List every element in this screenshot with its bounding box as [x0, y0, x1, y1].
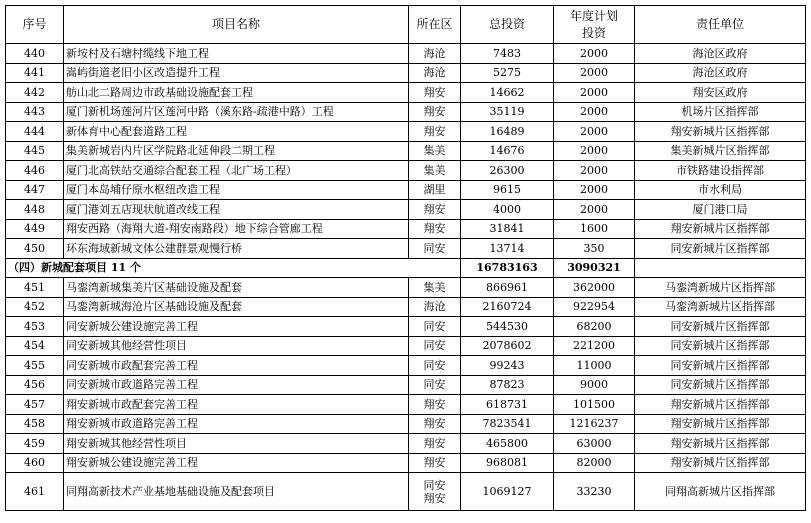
- cell-district: 同安: [409, 317, 461, 337]
- cell-district: 翔安: [409, 395, 461, 415]
- cell-unit: 翔安区政府: [635, 83, 806, 103]
- cell-annual: 82000: [554, 453, 635, 473]
- cell-district: 海沧: [409, 44, 461, 64]
- cell-district: 同安: [409, 356, 461, 376]
- table-row: [6, 395, 806, 415]
- cell-unit: 海沧区政府: [635, 44, 806, 64]
- cell-total: 26300: [461, 161, 554, 181]
- cell-annual: 2000: [554, 44, 635, 64]
- cell-district: 翔安: [409, 219, 461, 239]
- cell-seq: 455: [6, 356, 64, 376]
- cell-district: 翔安: [409, 122, 461, 142]
- cell-district: 海沧: [409, 63, 461, 83]
- cell-unit: 海沧区政府: [635, 63, 806, 83]
- cell-name: 环东海域新城文体公建群景观慢行桥: [64, 239, 409, 259]
- cell-total: 16489: [461, 122, 554, 142]
- cell-total: 4000: [461, 200, 554, 220]
- cell-name: 厦门北高铁站交通综合配套工程（北广场工程）: [64, 161, 409, 181]
- cell-total: 87823: [461, 375, 554, 395]
- table-row: [6, 44, 806, 64]
- cell-annual: 2000: [554, 102, 635, 122]
- cell-seq: 445: [6, 141, 64, 161]
- section-label: （四）新城配套项目 11 个: [6, 258, 461, 278]
- cell-unit: 翔安新城片区指挥部: [635, 395, 806, 415]
- table-row: [6, 161, 806, 181]
- cell-unit: 同安新城片区指挥部: [635, 317, 806, 337]
- cell-name: 翔安新城公建设施完善工程: [64, 453, 409, 473]
- cell-total: 35119: [461, 102, 554, 122]
- cell-annual: 1600: [554, 219, 635, 239]
- cell-district: 翔安: [409, 83, 461, 103]
- cell-name: 马銮湾新城海沧片区基础设施及配套: [64, 297, 409, 317]
- cell-seq: 447: [6, 180, 64, 200]
- section-group: [6, 258, 806, 278]
- cell-district: 集美: [409, 141, 461, 161]
- cell-annual: 68200: [554, 317, 635, 337]
- header-annual: [554, 6, 635, 44]
- cell-district: 翔安: [409, 200, 461, 220]
- cell-seq: 461: [6, 473, 64, 511]
- cell-unit: 翔安新城片区指挥部: [635, 414, 806, 434]
- cell-total: 31841: [461, 219, 554, 239]
- cell-unit: 集美新城片区指挥部: [635, 141, 806, 161]
- cell-unit: 同安新城片区指挥部: [635, 375, 806, 395]
- cell-name: 厦门港刘五店现状航道改线工程: [64, 200, 409, 220]
- cell-name: 集美新城岩内片区学院路北延伸段二期工程: [64, 141, 409, 161]
- cell-annual: 33230: [554, 473, 635, 511]
- table-row: [6, 375, 806, 395]
- cell-unit: 市水利局: [635, 180, 806, 200]
- cell-name: 舫山北二路周边市政基础设施配套工程: [64, 83, 409, 103]
- cell-district: 集美: [409, 278, 461, 298]
- cell-unit: 马銮湾新城片区指挥部: [635, 297, 806, 317]
- cell-total: 99243: [461, 356, 554, 376]
- cell-unit: 市铁路建设指挥部: [635, 161, 806, 181]
- section-annual: 3090321: [554, 258, 635, 278]
- cell-seq: 460: [6, 453, 64, 473]
- table-row: [6, 141, 806, 161]
- table-row: [6, 336, 806, 356]
- cell-seq: 444: [6, 122, 64, 142]
- cell-unit: 同安新城片区指挥部: [635, 356, 806, 376]
- cell-district: 翔安: [409, 434, 461, 454]
- cell-seq: 449: [6, 219, 64, 239]
- table-row: [6, 180, 806, 200]
- header-total: 总投资: [461, 6, 554, 44]
- table-row: [6, 102, 806, 122]
- cell-total: 1069127: [461, 473, 554, 511]
- cell-district: 海沧: [409, 297, 461, 317]
- cell-total: 14662: [461, 83, 554, 103]
- cell-total: 968081: [461, 453, 554, 473]
- section-unit: [635, 258, 806, 278]
- last-group: [6, 473, 806, 511]
- cell-annual: 922954: [554, 297, 635, 317]
- table-row: [6, 453, 806, 473]
- cell-seq: 442: [6, 83, 64, 103]
- cell-unit: 同翔高新城片区指挥部: [635, 473, 806, 511]
- project-table: [5, 5, 806, 511]
- table-row: [6, 200, 806, 220]
- cell-total: 13714: [461, 239, 554, 259]
- table-row: [6, 122, 806, 142]
- table-row: [6, 219, 806, 239]
- table-row: [6, 297, 806, 317]
- cell-total: 5275: [461, 63, 554, 83]
- cell-annual: 362000: [554, 278, 635, 298]
- table-row: [6, 239, 806, 259]
- cell-name: 嵩屿街道老旧小区改造提升工程: [64, 63, 409, 83]
- cell-seq: 454: [6, 336, 64, 356]
- cell-name: 同安新城市政配套完善工程: [64, 356, 409, 376]
- cell-seq: 459: [6, 434, 64, 454]
- cell-district: 同安: [409, 375, 461, 395]
- cell-annual: 2000: [554, 63, 635, 83]
- cell-unit: 翔安新城片区指挥部: [635, 453, 806, 473]
- cell-name: 翔安新城其他经营性项目: [64, 434, 409, 454]
- cell-district: 集美: [409, 161, 461, 181]
- cell-annual: 2000: [554, 83, 635, 103]
- cell-annual: 1216237: [554, 414, 635, 434]
- cell-annual: 63000: [554, 434, 635, 454]
- cell-annual: 2000: [554, 122, 635, 142]
- table-row: [6, 63, 806, 83]
- cell-total: 866961: [461, 278, 554, 298]
- cell-total: 544530: [461, 317, 554, 337]
- cell-district: 湖里: [409, 180, 461, 200]
- cell-name: 同安新城其他经营性项目: [64, 336, 409, 356]
- cell-unit: 同安新城片区指挥部: [635, 239, 806, 259]
- cell-annual: 2000: [554, 180, 635, 200]
- cell-district-line2: 翔安: [423, 491, 446, 505]
- cell-seq: 443: [6, 102, 64, 122]
- cell-annual: 101500: [554, 395, 635, 415]
- cell-seq: 458: [6, 414, 64, 434]
- cell-annual: 2000: [554, 200, 635, 220]
- table-row: [6, 473, 806, 511]
- cell-annual: 221200: [554, 336, 635, 356]
- cell-total: 14676: [461, 141, 554, 161]
- cell-unit: 翔安新城片区指挥部: [635, 219, 806, 239]
- cell-seq: 457: [6, 395, 64, 415]
- header-name: 项目名称: [64, 6, 409, 44]
- cell-seq: 446: [6, 161, 64, 181]
- cell-name: 同安新城市政道路完善工程: [64, 375, 409, 395]
- cell-name: 马銮湾新城集美片区基础设施及配套: [64, 278, 409, 298]
- cell-total: 7823541: [461, 414, 554, 434]
- cell-district: 同安: [409, 336, 461, 356]
- cell-seq: 452: [6, 297, 64, 317]
- header-row: [6, 6, 806, 44]
- cell-name: 新体育中心配套道路工程: [64, 122, 409, 142]
- cell-name: 厦门新机场莲河片区莲河中路（溪东路-疏港中路）工程: [64, 102, 409, 122]
- table-row: [6, 317, 806, 337]
- cell-district: 翔安: [409, 453, 461, 473]
- cell-name: 厦门本岛埔仔原水枢纽改造工程: [64, 180, 409, 200]
- cell-total: 465800: [461, 434, 554, 454]
- cell-annual: 2000: [554, 161, 635, 181]
- cell-total: 2160724: [461, 297, 554, 317]
- cell-name: 翔安新城市政道路完善工程: [64, 414, 409, 434]
- cell-total: 9615: [461, 180, 554, 200]
- cell-district: 翔安: [409, 414, 461, 434]
- cell-unit: 同安新城片区指挥部: [635, 336, 806, 356]
- cell-seq: 448: [6, 200, 64, 220]
- cell-district: [409, 473, 461, 511]
- cell-total: 7483: [461, 44, 554, 64]
- cell-seq: 450: [6, 239, 64, 259]
- cell-seq: 440: [6, 44, 64, 64]
- table-row: [6, 414, 806, 434]
- header-annual-line2: 投资: [581, 25, 606, 40]
- header-unit: 责任单位: [635, 6, 806, 44]
- table-row: [6, 83, 806, 103]
- cell-name: 新垵村及石塘村缆线下地工程: [64, 44, 409, 64]
- cell-unit: 机场片区指挥部: [635, 102, 806, 122]
- header-seq: 序号: [6, 6, 64, 44]
- cell-name: 同翔高新技术产业基地基础设施及配套项目: [64, 473, 409, 511]
- cell-annual: 2000: [554, 141, 635, 161]
- cell-name: 翔安新城市政配套完善工程: [64, 395, 409, 415]
- cell-seq: 441: [6, 63, 64, 83]
- cell-name: 翔安西路（海翔大道-翔安南路段）地下综合管廊工程: [64, 219, 409, 239]
- header-district: 所在区: [409, 6, 461, 44]
- table-row: [6, 356, 806, 376]
- cell-name: 同安新城公建设施完善工程: [64, 317, 409, 337]
- cell-district: 翔安: [409, 102, 461, 122]
- cell-seq: 456: [6, 375, 64, 395]
- table-row: [6, 434, 806, 454]
- section-total: 16783163: [461, 258, 554, 278]
- cell-unit: 翔安新城片区指挥部: [635, 122, 806, 142]
- cell-annual: 11000: [554, 356, 635, 376]
- rows-group-a: [6, 44, 806, 259]
- cell-seq: 453: [6, 317, 64, 337]
- cell-unit: 翔安新城片区指挥部: [635, 434, 806, 454]
- cell-seq: 451: [6, 278, 64, 298]
- cell-annual: 9000: [554, 375, 635, 395]
- rows-group-b: [6, 278, 806, 473]
- cell-district-line1: 同安: [423, 478, 446, 492]
- table-row: [6, 278, 806, 298]
- cell-unit: 马銮湾新城片区指挥部: [635, 278, 806, 298]
- cell-annual: 350: [554, 239, 635, 259]
- cell-total: 2078602: [461, 336, 554, 356]
- cell-total: 618731: [461, 395, 554, 415]
- header-annual-line1: 年度计划: [569, 8, 618, 23]
- section-row: [6, 258, 806, 278]
- cell-unit: 厦门港口局: [635, 200, 806, 220]
- cell-district: 同安: [409, 239, 461, 259]
